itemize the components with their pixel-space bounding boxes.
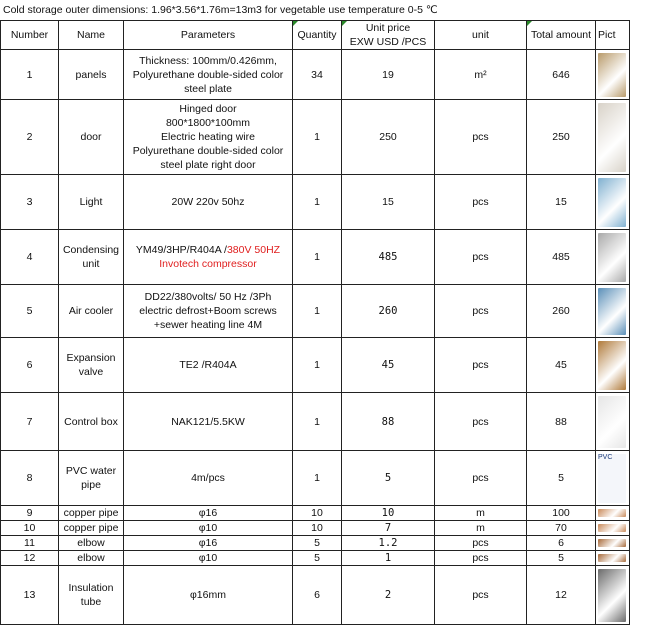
- parameter-line: DD22/380volts/ 50 Hz /3Ph: [144, 291, 272, 303]
- row-unit-price: 19: [342, 50, 435, 100]
- table-row: [1, 551, 630, 566]
- parameter-line: 800*1800*100mm: [165, 117, 251, 129]
- row-unit: pcs: [435, 451, 527, 506]
- product-photo: [598, 233, 626, 282]
- parameter-line: φ16mm: [190, 589, 226, 601]
- row-name: elbow: [59, 536, 124, 551]
- row-total: 250: [527, 100, 596, 175]
- table-row: [1, 100, 630, 175]
- header-row: [1, 21, 630, 50]
- header-number: Number: [1, 21, 59, 50]
- header-price-line1: Unit price: [365, 22, 411, 34]
- row-picture: [596, 175, 630, 230]
- row-parameters: [124, 338, 293, 393]
- row-parameters: [124, 451, 293, 506]
- row-name: copper pipe: [59, 521, 124, 536]
- row-quantity: 1: [293, 100, 342, 175]
- header-parameters: Parameters: [124, 21, 293, 50]
- row-quantity: 1: [293, 338, 342, 393]
- row-quantity: 1: [293, 230, 342, 285]
- row-unit-price: 15: [342, 175, 435, 230]
- row-name: door: [59, 100, 124, 175]
- sheet-caption: Cold storage outer dimensions: 1.96*3.56*1.76m=13m3 for vegetable use temperature 0-5 ℃: [3, 4, 438, 16]
- product-photo: [598, 53, 626, 97]
- row-number: 9: [1, 506, 59, 521]
- row-number: 1: [1, 50, 59, 100]
- row-unit: pcs: [435, 393, 527, 451]
- product-photo: [598, 178, 626, 227]
- parameter-line: 20W 220v 50hz: [171, 196, 245, 208]
- row-number: 13: [1, 566, 59, 625]
- row-unit: pcs: [435, 230, 527, 285]
- row-quantity: 10: [293, 506, 342, 521]
- row-unit-price: 45: [342, 338, 435, 393]
- row-picture: [596, 521, 630, 536]
- header-quantity: Quantity: [293, 21, 342, 50]
- pvc-thumb-label: PVC: [598, 453, 613, 461]
- row-unit: pcs: [435, 536, 527, 551]
- row-parameters: [124, 230, 293, 285]
- parameter-line: φ16: [198, 507, 218, 519]
- row-unit: pcs: [435, 338, 527, 393]
- row-unit: m²: [435, 50, 527, 100]
- row-picture: [596, 230, 630, 285]
- row-total: 45: [527, 338, 596, 393]
- row-parameters: [124, 393, 293, 451]
- row-unit: m: [435, 506, 527, 521]
- header-unit: unit: [435, 21, 527, 50]
- parameter-line: Electric heating wire: [161, 131, 255, 143]
- row-unit: m: [435, 521, 527, 536]
- header-price-line2: EXW USD /PCS: [349, 36, 427, 48]
- row-picture: [596, 536, 630, 551]
- header-total: Total amount: [527, 21, 596, 50]
- row-parameters: [124, 175, 293, 230]
- row-number: 7: [1, 393, 59, 451]
- row-name: Control box: [59, 393, 124, 451]
- row-unit: pcs: [435, 566, 527, 625]
- row-parameters: [124, 521, 293, 536]
- parameter-model: YM49/3HP/R404A /: [135, 244, 227, 256]
- row-quantity: 10: [293, 521, 342, 536]
- row-total: 485: [527, 230, 596, 285]
- product-photo: [598, 554, 626, 562]
- row-number: 3: [1, 175, 59, 230]
- table-row: [1, 50, 630, 100]
- row-number: 5: [1, 285, 59, 338]
- parameter-line: Polyurethane double-sided color: [132, 68, 284, 81]
- row-unit-price: 2: [342, 566, 435, 625]
- row-name: Light: [59, 175, 124, 230]
- row-picture: [596, 100, 630, 175]
- table-row: [1, 338, 630, 393]
- row-quantity: 5: [293, 536, 342, 551]
- row-unit: pcs: [435, 551, 527, 566]
- row-parameters: [124, 50, 293, 100]
- parameter-voltage-red: 380V 50HZ: [226, 244, 281, 256]
- row-name: copper pipe: [59, 506, 124, 521]
- row-name: elbow: [59, 551, 124, 566]
- parameter-line: φ10: [198, 552, 218, 564]
- parameter-line: φ10: [198, 522, 218, 534]
- product-photo: [598, 539, 626, 547]
- row-quantity: 1: [293, 451, 342, 506]
- table-row: [1, 175, 630, 230]
- row-unit-price: 1: [342, 551, 435, 566]
- row-total: 70: [527, 521, 596, 536]
- row-quantity: 1: [293, 175, 342, 230]
- row-unit: pcs: [435, 175, 527, 230]
- row-total: 260: [527, 285, 596, 338]
- row-parameters: [124, 100, 293, 175]
- parameter-line: electric defrost+Boom screws: [139, 305, 277, 317]
- parameter-line: 4m/pcs: [191, 472, 225, 484]
- parameter-line: φ16: [198, 537, 218, 549]
- row-quantity: 5: [293, 551, 342, 566]
- row-quantity: 6: [293, 566, 342, 625]
- row-name: Air cooler: [59, 285, 124, 338]
- row-picture: [596, 506, 630, 521]
- product-photo: [598, 569, 626, 622]
- row-parameters: [124, 506, 293, 521]
- parameter-line: [126, 243, 290, 257]
- row-quantity: 1: [293, 285, 342, 338]
- row-picture: [596, 393, 630, 451]
- header-name: Name: [59, 21, 124, 50]
- parameter-line: +sewer heating line 4M: [153, 319, 263, 331]
- row-name: PVC water pipe: [59, 451, 124, 506]
- product-photo: [598, 103, 626, 172]
- product-photo: [598, 509, 626, 517]
- parameter-line: NAK121/5.5KW: [171, 415, 245, 428]
- row-total: 646: [527, 50, 596, 100]
- row-total: 88: [527, 393, 596, 451]
- quotation-table: [0, 20, 630, 625]
- row-unit-price: 10: [342, 506, 435, 521]
- row-unit-price: 260: [342, 285, 435, 338]
- row-parameters: [124, 285, 293, 338]
- row-number: 10: [1, 521, 59, 536]
- row-picture: [596, 551, 630, 566]
- row-unit: pcs: [435, 100, 527, 175]
- row-picture: [596, 50, 630, 100]
- row-picture: [596, 451, 630, 506]
- row-picture: [596, 338, 630, 393]
- row-quantity: 34: [293, 50, 342, 100]
- table-row: [1, 393, 630, 451]
- row-number: 12: [1, 551, 59, 566]
- row-total: 5: [527, 551, 596, 566]
- row-total: 100: [527, 506, 596, 521]
- row-unit-price: 250: [342, 100, 435, 175]
- row-number: 2: [1, 100, 59, 175]
- row-unit-price: 485: [342, 230, 435, 285]
- row-unit: pcs: [435, 285, 527, 338]
- header-unit-price: [342, 21, 435, 50]
- parameter-line: Hinged door: [179, 103, 237, 115]
- product-photo: [598, 341, 626, 390]
- row-name: Insulation tube: [59, 566, 124, 625]
- parameter-line: Thickness: 100mm/0.426mm,: [139, 54, 277, 67]
- table-row: [1, 451, 630, 506]
- row-name: Condensing unit: [59, 230, 124, 285]
- row-total: 12: [527, 566, 596, 625]
- row-total: 5: [527, 451, 596, 506]
- row-name: Expansion valve: [59, 338, 124, 393]
- row-total: 15: [527, 175, 596, 230]
- parameter-line: steel plate: [184, 82, 232, 95]
- product-photo: [598, 288, 626, 335]
- row-number: 8: [1, 451, 59, 506]
- table-row: [1, 285, 630, 338]
- row-number: 11: [1, 536, 59, 551]
- row-unit-price: 5: [342, 451, 435, 506]
- row-quantity: 1: [293, 393, 342, 451]
- row-total: 6: [527, 536, 596, 551]
- row-name: panels: [59, 50, 124, 100]
- row-parameters: [124, 536, 293, 551]
- parameter-compressor-red: Invotech compressor: [159, 258, 257, 270]
- table-row: [1, 536, 630, 551]
- product-photo: [598, 454, 626, 503]
- parameter-line: steel plate right door: [160, 159, 256, 171]
- row-unit-price: 7: [342, 521, 435, 536]
- row-number: 4: [1, 230, 59, 285]
- table-row: [1, 506, 630, 521]
- table-row: [1, 230, 630, 285]
- row-parameters: [124, 551, 293, 566]
- product-photo: [598, 524, 626, 532]
- row-picture: [596, 285, 630, 338]
- product-photo: [598, 396, 626, 448]
- table-row: [1, 521, 630, 536]
- row-number: 6: [1, 338, 59, 393]
- row-unit-price: 88: [342, 393, 435, 451]
- parameter-line: TE2 /R404A: [179, 359, 237, 371]
- parameter-line: Polyurethane double-sided color: [132, 145, 284, 157]
- header-picture: Pict: [596, 21, 630, 50]
- row-unit-price: 1.2: [342, 536, 435, 551]
